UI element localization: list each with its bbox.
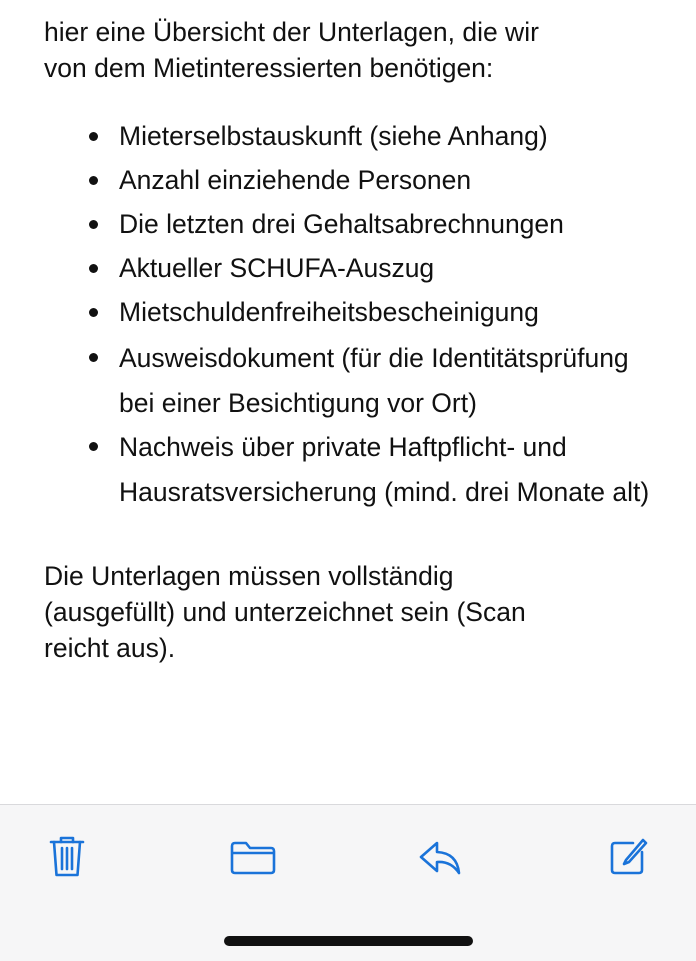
document-list xyxy=(44,116,664,514)
compose-button[interactable] xyxy=(604,829,652,885)
list-item-text: Mietschuldenfreiheitsbescheinigung xyxy=(119,297,539,327)
closing-paragraph: Die Unterlagen müssen vollständig (ausgefüllt) und unterzeichnet sein (Scan reicht aus). xyxy=(44,561,526,663)
bullet-point xyxy=(89,132,98,141)
delete-button[interactable] xyxy=(43,829,91,885)
list-item-text: Mieterselbstauskunft (siehe Anhang) xyxy=(119,121,548,151)
list-item-text: Ausweisdokument (für die Identitätsprüfung bei einer Besichtigung vor Ort) xyxy=(119,343,629,418)
folder-icon xyxy=(229,837,277,877)
list-item-text: Nachweis über private Haftpflicht- und Hausratsversicherung (mind. drei Monate alt) xyxy=(119,432,650,507)
compose-icon xyxy=(606,835,650,879)
list-item xyxy=(44,425,664,514)
list-item-text: Anzahl einziehende Personen xyxy=(119,165,472,195)
move-to-folder-button[interactable] xyxy=(228,829,278,885)
list-item xyxy=(44,292,664,333)
list-item-text: Aktueller SCHUFA-Auszug xyxy=(119,253,435,283)
home-indicator[interactable] xyxy=(224,936,473,946)
bullet-point xyxy=(89,308,98,317)
list-item-text: Die letzten drei Gehaltsabrechnungen xyxy=(119,209,564,239)
reply-button[interactable] xyxy=(416,829,466,885)
reply-icon xyxy=(417,837,465,877)
mail-toolbar xyxy=(0,804,696,961)
intro-paragraph: hier eine Übersicht der Unterlagen, die wir von dem Mietinteressierten benötigen: xyxy=(44,17,539,83)
bullet-point xyxy=(89,176,98,185)
message-body xyxy=(44,14,664,666)
list-item xyxy=(44,204,664,245)
bullet-point xyxy=(89,353,98,362)
list-item xyxy=(44,248,664,289)
list-item xyxy=(44,116,664,157)
trash-icon xyxy=(47,833,87,881)
bullet-point xyxy=(89,264,98,273)
list-item xyxy=(44,160,664,201)
bullet-point xyxy=(89,442,98,451)
list-item xyxy=(44,336,664,425)
bullet-point xyxy=(89,220,98,229)
